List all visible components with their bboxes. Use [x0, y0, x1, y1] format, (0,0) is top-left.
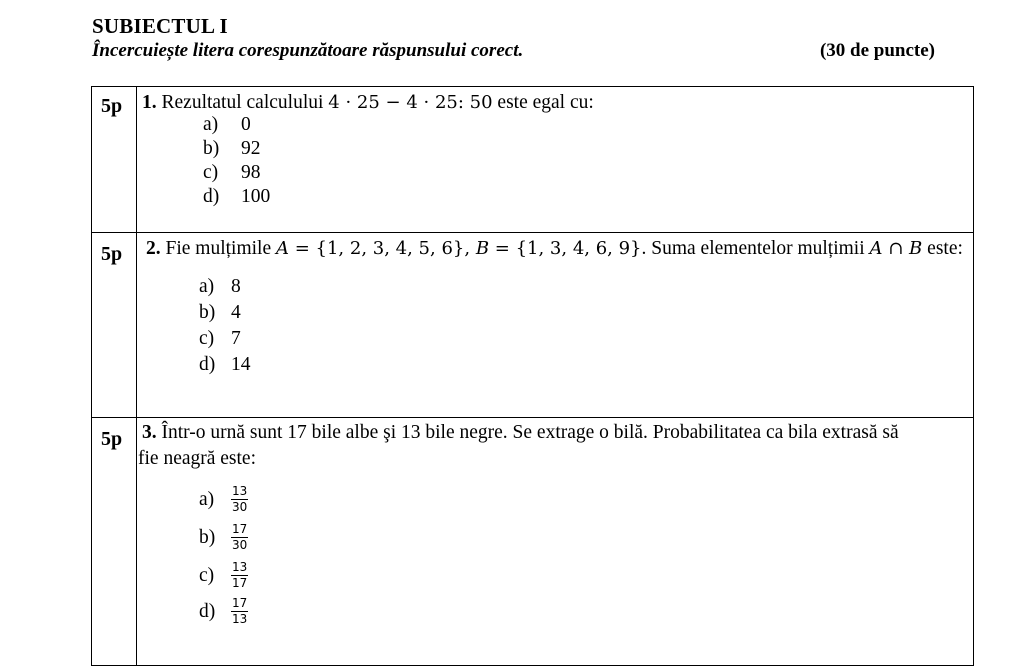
- fraction-denominator: 13: [232, 612, 248, 626]
- option-letter: a): [199, 276, 215, 297]
- section-title: SUBIECTUL I: [92, 14, 228, 38]
- option-value: 98: [241, 162, 261, 183]
- option-letter: b): [203, 138, 220, 159]
- option-letter: c): [199, 564, 215, 586]
- questions-table: [91, 86, 974, 666]
- set-a-name: A: [276, 238, 289, 259]
- question-3-number: 3.: [142, 422, 157, 443]
- column-divider: [136, 87, 137, 665]
- option-value: 100: [241, 186, 271, 207]
- question-2-option-a[interactable]: [199, 276, 241, 298]
- row-divider-1: [92, 232, 973, 233]
- question-2-text-before: Fie mulțimile: [165, 238, 272, 259]
- question-2-option-c[interactable]: [199, 328, 241, 350]
- option-letter: a): [199, 488, 215, 510]
- question-2-text: [146, 237, 963, 261]
- fraction: [231, 485, 248, 514]
- set-a-value: = {1, 2, 3, 4, 5, 6},: [289, 238, 476, 259]
- question-3-option-d[interactable]: [199, 597, 248, 626]
- fraction-numerator: 17: [232, 596, 248, 610]
- intersection-expression: A ∩ B: [869, 238, 923, 259]
- option-letter: a): [203, 114, 219, 135]
- question-1-points: 5p: [101, 95, 123, 117]
- fraction-denominator: 17: [232, 576, 248, 590]
- question-2-number: 2.: [146, 238, 161, 259]
- question-2-text-after: este:: [927, 238, 963, 259]
- option-letter: b): [199, 302, 216, 323]
- option-value: 0: [241, 114, 251, 135]
- fraction: [231, 561, 248, 590]
- question-2-option-b[interactable]: [199, 302, 241, 324]
- option-letter: d): [203, 186, 220, 207]
- option-letter: b): [199, 526, 216, 548]
- fraction: [231, 597, 248, 626]
- fraction: [231, 523, 248, 552]
- section-points: (30 de puncte): [819, 40, 935, 61]
- question-3-option-a[interactable]: [199, 485, 248, 514]
- option-value: 14: [231, 354, 251, 375]
- option-value: 7: [231, 328, 241, 349]
- question-3-text-line-2: fie neagră este:: [138, 448, 257, 469]
- option-value: 92: [241, 138, 261, 159]
- question-3-option-b[interactable]: [199, 523, 248, 552]
- question-1-option-b[interactable]: [203, 138, 261, 160]
- option-value: 8: [231, 276, 241, 297]
- option-letter: d): [199, 600, 216, 622]
- question-3-line-1: [142, 421, 899, 445]
- option-letter: c): [199, 328, 215, 349]
- question-1-expression: 4 · 25 − 4 · 25: 50: [328, 92, 493, 113]
- fraction-denominator: 30: [232, 500, 248, 514]
- question-3-points: 5p: [101, 428, 123, 450]
- question-1-text-after: este egal cu:: [497, 92, 594, 113]
- instruction-text: Încercuiește litera corespunzătoare răspunsului corect.: [92, 40, 524, 61]
- fraction-denominator: 30: [232, 538, 248, 552]
- set-b-value: = {1, 3, 4, 6, 9}: [489, 238, 642, 259]
- question-2-option-d[interactable]: [199, 354, 251, 376]
- question-1-option-c[interactable]: [203, 162, 261, 184]
- question-3-option-c[interactable]: [199, 561, 248, 590]
- question-1-option-d[interactable]: [203, 186, 270, 208]
- row-divider-2: [92, 417, 973, 418]
- fraction-numerator: 13: [232, 484, 248, 498]
- fraction-numerator: 13: [232, 560, 248, 574]
- option-letter: c): [203, 162, 219, 183]
- option-value: 4: [231, 302, 241, 323]
- question-1-text: [142, 91, 594, 115]
- option-letter: d): [199, 354, 216, 375]
- question-3-text-line-1: Într-o urnă sunt 17 bile albe şi 13 bile negre. Se extrage o bilă. Probabilitatea ca bila extrasă să: [161, 422, 899, 443]
- fraction-numerator: 17: [232, 522, 248, 536]
- set-b-name: B: [475, 238, 490, 259]
- question-1-text-before: Rezultatul calculului: [161, 92, 324, 113]
- question-2-points: 5p: [101, 243, 123, 265]
- question-1-number: 1.: [142, 92, 157, 113]
- question-2-text-mid: . Suma elementelor mulțimii: [641, 238, 865, 259]
- question-1-option-a[interactable]: [203, 114, 251, 136]
